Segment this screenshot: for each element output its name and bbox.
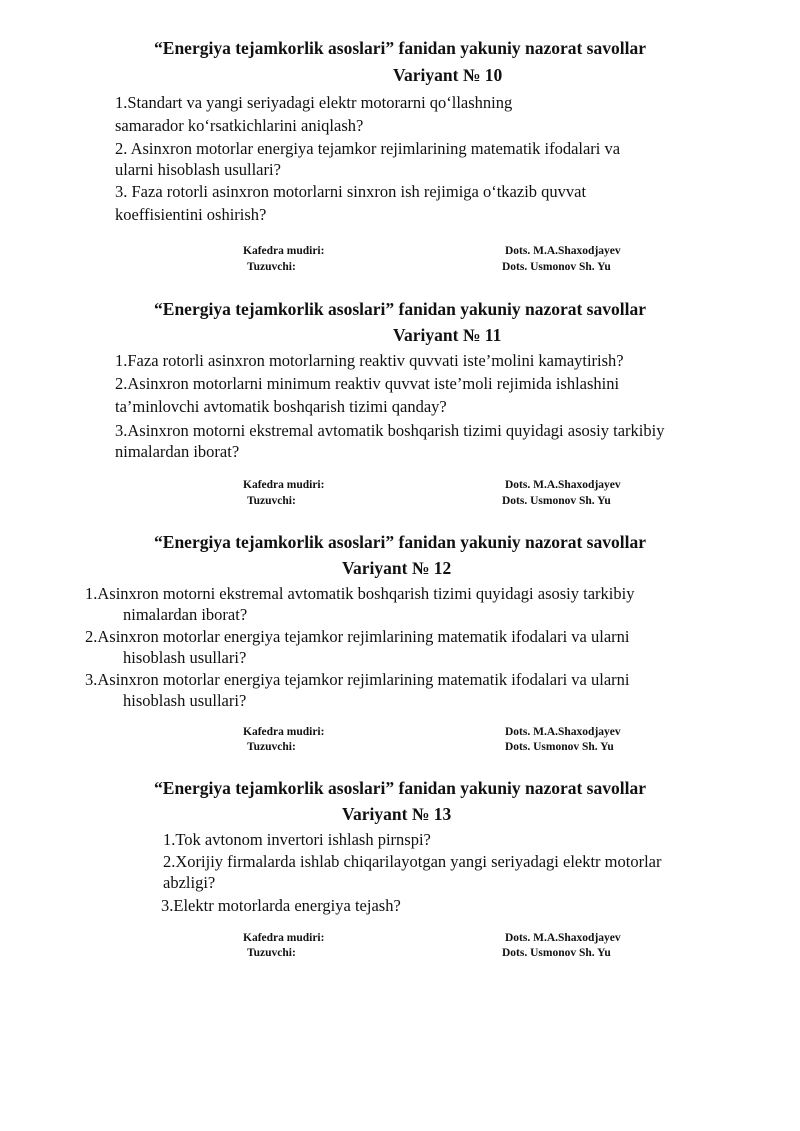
head-name: Dots. M.A.Shaxodjayev [505, 726, 621, 738]
question-line: 2.Asinxron motorlar energiya tejamkor rejimlarining matematik ifodalari va ularni [85, 627, 630, 646]
variant-heading: Variyant № 10 [393, 65, 503, 85]
variant-heading: Variyant № 12 [342, 558, 452, 578]
variant-heading: Variyant № 13 [342, 804, 452, 824]
question-line: 3.Elektr motorlarda energiya tejash? [161, 896, 401, 915]
author-name: Dots. Usmonov Sh. Yu [505, 741, 614, 753]
head-name: Dots. M.A.Shaxodjayev [505, 245, 621, 257]
question-line: 2.Xorijiy firmalarda ishlab chiqarilayotgan yangi seriyadagi elektr motorlar [163, 852, 662, 871]
question-line: nimalardan iborat? [115, 442, 240, 461]
question-line: hisoblash usullari? [123, 691, 247, 710]
author-label: Tuzuvchi: [247, 261, 296, 273]
author-label: Tuzuvchi: [247, 741, 296, 753]
question-line: 3.Asinxron motorni ekstremal avtomatik boshqarish tizimi quyidagi asosiy tarkibiy [115, 421, 665, 440]
question-line: 1.Asinxron motorni ekstremal avtomatik boshqarish tizimi quyidagi asosiy tarkibiy [85, 584, 635, 603]
question-line: 2. Asinxron motorlar energiya tejamkor rejimlarining matematik ifodalari va [115, 139, 621, 158]
question-line: nimalardan iborat? [123, 605, 248, 624]
section-title: “Energiya tejamkorlik asoslari” fanidan yakuniy nazorat savollar [154, 38, 646, 58]
question-line: koeffisientini oshirish? [115, 205, 267, 224]
question-line: 1.Faza rotorli asinxron motorlarning reaktiv quvvati iste’molini kamaytirish? [115, 351, 624, 370]
question-line: abzligi? [163, 873, 216, 892]
section-title: “Energiya tejamkorlik asoslari” fanidan yakuniy nazorat savollar [154, 299, 646, 319]
author-label: Tuzuvchi: [247, 947, 296, 959]
question-line: hisoblash usullari? [123, 648, 247, 667]
author-label: Tuzuvchi: [247, 495, 296, 507]
question-line: 3.Asinxron motorlar energiya tejamkor rejimlarining matematik ifodalari va ularni [85, 670, 630, 689]
author-name: Dots. Usmonov Sh. Yu [502, 495, 611, 507]
question-line: 1.Tok avtonom invertori ishlash pirnspi? [163, 830, 431, 849]
head-label: Kafedra mudiri: [243, 479, 325, 491]
section-title: “Energiya tejamkorlik asoslari” fanidan yakuniy nazorat savollar [154, 532, 646, 552]
head-label: Kafedra mudiri: [243, 932, 325, 944]
question-line: 2.Asinxron motorlarni minimum reaktiv quvvat iste’moli rejimida ishlashini [115, 374, 620, 393]
question-line: ta’minlovchi avtomatik boshqarish tizimi qanday? [115, 397, 447, 416]
question-line: ularni hisoblash usullari? [115, 160, 281, 179]
question-line: samarador ko‘rsatkichlarini aniqlash? [115, 116, 364, 135]
head-name: Dots. M.A.Shaxodjayev [505, 932, 621, 944]
question-line: 3. Faza rotorli asinxron motorlarni sinxron ish rejimiga o‘tkazib quvvat [115, 182, 587, 201]
question-line: 1.Standart va yangi seriyadagi elektr motorarni qo‘llashning [115, 93, 513, 112]
variant-heading: Variyant № 11 [393, 325, 502, 345]
head-name: Dots. M.A.Shaxodjayev [505, 479, 621, 491]
head-label: Kafedra mudiri: [243, 245, 325, 257]
author-name: Dots. Usmonov Sh. Yu [502, 261, 611, 273]
section-title: “Energiya tejamkorlik asoslari” fanidan yakuniy nazorat savollar [154, 778, 646, 798]
head-label: Kafedra mudiri: [243, 726, 325, 738]
author-name: Dots. Usmonov Sh. Yu [502, 947, 611, 959]
